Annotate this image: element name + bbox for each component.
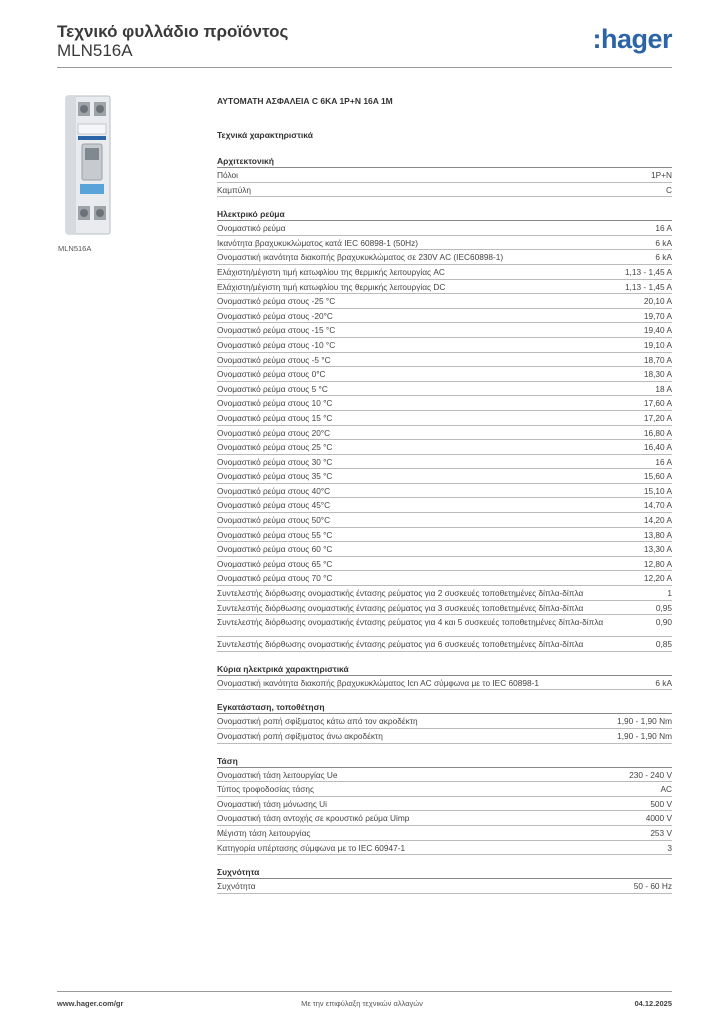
spec-value: 6 kA xyxy=(655,677,672,688)
spec-value: 13,30 A xyxy=(643,544,672,555)
spec-value: 1 xyxy=(667,588,672,599)
spec-label: Ονομαστικό ρεύμα στους 30 °C xyxy=(217,456,333,467)
spec-row xyxy=(217,586,672,601)
spec-value: 20,10 A xyxy=(643,296,672,307)
spec-label: Ονομαστικό ρεύμα στους 20°C xyxy=(217,427,331,438)
spec-value: 50 - 60 Hz xyxy=(633,881,672,892)
spec-row xyxy=(217,338,672,353)
spec-row xyxy=(217,411,672,426)
spec-label: Καμπύλη xyxy=(217,184,252,195)
product-image xyxy=(58,92,204,238)
spec-value: AC xyxy=(660,784,672,795)
section-heading: Τάση xyxy=(217,754,672,768)
spec-label: Ονομαστική ροπή σφίξιματος άνω ακροδέκτη xyxy=(217,731,383,741)
spec-row xyxy=(217,396,672,411)
spec-value: 500 V xyxy=(650,798,672,809)
spec-value: 14,20 A xyxy=(643,515,672,526)
spec-label: Ονομαστική ικανότητα διακοπής βραχυκυκλώματος σε 230V AC (IEC60898-1) xyxy=(217,252,504,263)
spec-label: Συχνότητα xyxy=(217,881,256,892)
spec-label: Ονομαστικό ρεύμα στους -5 °C xyxy=(217,354,331,365)
spec-row xyxy=(217,826,672,841)
spec-label: Τύπος τροφοδοσίας τάσης xyxy=(217,784,315,795)
spec-label: Ονομαστικό ρεύμα στους -10 °C xyxy=(217,339,336,350)
spec-label: Ονομαστική τάση αντοχής σε κρουστικό ρεύμα Uimp xyxy=(217,813,410,824)
spec-row xyxy=(217,353,672,368)
spec-value: 12,80 A xyxy=(643,558,672,569)
spec-value: 15,10 A xyxy=(643,485,672,496)
footer-notice: Με την επιφύλαξη τεχνικών αλλαγών xyxy=(301,999,423,1008)
spec-value: 14,70 A xyxy=(643,500,672,511)
spec-sheet xyxy=(217,96,672,894)
spec-label: Ονομαστικό ρεύμα στους 45°C xyxy=(217,500,331,511)
spec-label: Ονομαστικό ρεύμα στους 65 °C xyxy=(217,558,333,569)
spec-label: Συντελεστής διόρθωσης ονομαστικής έντασης ρεύματος για 6 συσκευές τοποθετημένες δίπλα-δίπλα xyxy=(217,639,584,650)
spec-label: Ονομαστική ικανότητα διακοπής βραχυκυκλώματος Icn AC σύμφωνα με το IEC 60898-1 xyxy=(217,677,539,688)
spec-row xyxy=(217,183,672,198)
spec-value: 18,30 A xyxy=(643,369,672,380)
spec-value: 16,80 A xyxy=(643,427,672,438)
spec-value: 16,40 A xyxy=(643,442,672,453)
spec-label: Ονομαστικό ρεύμα στους 25 °C xyxy=(217,442,333,453)
spec-label: Ονομαστικό ρεύμα στους -15 °C xyxy=(217,325,336,336)
spec-label: Ονομαστικό ρεύμα στους 55 °C xyxy=(217,529,333,540)
spec-label: Ονομαστικό ρεύμα στους 40°C xyxy=(217,485,331,496)
spec-row xyxy=(217,168,672,183)
spec-row xyxy=(217,309,672,324)
spec-value: 6 kA xyxy=(655,237,672,248)
spec-row xyxy=(217,440,672,455)
spec-row xyxy=(217,557,672,572)
spec-row xyxy=(217,382,672,397)
spec-label: Συντελεστής διόρθωσης ονομαστικής έντασης ρεύματος για 3 συσκευές τοποθετημένες δίπλα-δίπλα xyxy=(217,602,584,613)
spec-value: 253 V xyxy=(650,827,672,838)
section-heading: Αρχιτεκτονική xyxy=(217,154,672,168)
spec-label: Ονομαστικό ρεύμα στους -20°C xyxy=(217,310,333,321)
footer-date: 04.12.2025 xyxy=(634,999,672,1008)
section-heading: Κύρια ηλεκτρικά χαρακτηριστικά xyxy=(217,662,672,676)
section-heading: Εγκατάσταση, τοποθέτηση xyxy=(217,700,672,714)
spec-row xyxy=(217,455,672,470)
technical-characteristics-title: Τεχνικά χαρακτηριστικά xyxy=(217,130,313,140)
spec-row xyxy=(217,294,672,309)
spec-value: 1,13 - 1,45 A xyxy=(624,266,672,277)
spec-label: Κατηγορία υπέρτασης σύμφωνα με το IEC 60947-1 xyxy=(217,842,406,853)
spec-label: Ονομαστικό ρεύμα στους 0°C xyxy=(217,369,326,380)
spec-label: Ελάχιστη/μέγιστη τιμή κατωφλίου της θερμικής λειτουργίας DC xyxy=(217,281,446,292)
hager-logo: :hager xyxy=(592,24,672,54)
spec-value: 16 A xyxy=(655,223,672,234)
spec-row xyxy=(217,768,672,783)
spec-row xyxy=(217,513,672,528)
product-name: ΑΥΤΟΜΑΤΗ ΑΣΦΑΛΕΙΑ C 6KA 1P+N 16A 1M xyxy=(217,96,393,106)
spec-value: 6 kA xyxy=(655,252,672,263)
footer-divider xyxy=(57,991,672,992)
spec-value: 1P+N xyxy=(651,170,672,180)
spec-value: 17,20 A xyxy=(643,412,672,423)
spec-label: Ονομαστικό ρεύμα στους 35 °C xyxy=(217,471,333,482)
spec-value: 15,60 A xyxy=(643,471,672,482)
spec-value: 4000 V xyxy=(645,813,672,824)
spec-label: Ονομαστικό ρεύμα στους 10 °C xyxy=(217,398,333,409)
header-divider xyxy=(57,67,672,68)
spec-label: Ονομαστικό ρεύμα στους 60 °C xyxy=(217,544,333,555)
spec-row xyxy=(217,782,672,797)
spec-value: 18 A xyxy=(655,383,672,394)
spec-label: Ονομαστικό ρεύμα xyxy=(217,223,286,234)
spec-row xyxy=(217,367,672,382)
spec-label: Ονομαστική τάση μόνωσης Ui xyxy=(217,798,327,809)
spec-value: 19,10 A xyxy=(643,339,672,350)
document-header xyxy=(57,22,288,61)
spec-row xyxy=(217,498,672,513)
spec-row xyxy=(217,601,672,616)
spec-label: Πόλοι xyxy=(217,170,238,180)
spec-row xyxy=(217,571,672,586)
spec-row xyxy=(217,280,672,295)
spec-value: 1,90 - 1,90 Nm xyxy=(617,716,672,727)
spec-row xyxy=(217,841,672,856)
image-caption: MLN516A xyxy=(58,244,92,253)
spec-row xyxy=(217,469,672,484)
spec-label: Ονομαστικό ρεύμα στους 5 °C xyxy=(217,383,328,394)
spec-value: 13,80 A xyxy=(643,529,672,540)
spec-value: 0,90 xyxy=(655,617,672,628)
spec-row xyxy=(217,323,672,338)
footer-website[interactable]: www.hager.com/gr xyxy=(57,999,124,1008)
spec-label: Ονομαστική ροπή σφίξιματος κάτω από τον ακροδέκτη xyxy=(217,716,418,727)
spec-row xyxy=(217,714,672,729)
section-heading: Συχνότητα xyxy=(217,865,672,879)
section-heading: Ηλεκτρικό ρεύμα xyxy=(217,207,672,221)
spec-row xyxy=(217,542,672,557)
spec-row xyxy=(217,265,672,280)
spec-value: 3 xyxy=(667,842,672,853)
spec-row xyxy=(217,811,672,826)
spec-value: C xyxy=(666,184,672,195)
spec-label: Ονομαστικό ρεύμα στους 15 °C xyxy=(217,412,333,423)
spec-value: 1,13 - 1,45 A xyxy=(624,281,672,292)
spec-row xyxy=(217,637,672,652)
spec-row xyxy=(217,528,672,543)
spec-value: 18,70 A xyxy=(643,354,672,365)
spec-value: 19,70 A xyxy=(643,310,672,321)
spec-row xyxy=(217,615,672,637)
spec-label: Συντελεστής διόρθωσης ονομαστικής έντασης ρεύματος για 2 συσκευές τοποθετημένες δίπλα-δίπλα xyxy=(217,588,584,599)
spec-label: Ονομαστικό ρεύμα στους 50°C xyxy=(217,515,331,526)
spec-label: Συντελεστής διόρθωσης ονομαστικής έντασης ρεύματος για 4 και 5 συσκευές τοποθετημένες δίπλα-δίπλα xyxy=(217,617,604,628)
spec-row xyxy=(217,250,672,265)
spec-row xyxy=(217,426,672,441)
spec-label: Ελάχιστη/μέγιστη τιμή κατωφλίου της θερμικής λειτουργίας AC xyxy=(217,266,445,277)
spec-sections xyxy=(217,154,672,894)
spec-row xyxy=(217,484,672,499)
spec-row xyxy=(217,676,672,691)
spec-row xyxy=(217,879,672,894)
spec-value: 19,40 A xyxy=(643,325,672,336)
spec-label: Ονομαστικό ρεύμα στους 70 °C xyxy=(217,573,333,584)
spec-label: Ονομαστική τάση λειτουργίας Ue xyxy=(217,769,338,780)
spec-row xyxy=(217,221,672,236)
spec-value: 16 A xyxy=(655,456,672,467)
document-title: Τεχνικό φυλλάδιο προϊόντος xyxy=(57,22,289,41)
spec-value: 17,60 A xyxy=(643,398,672,409)
spec-label: Ικανότητα βραχυκυκλώματος κατά IEC 60898-1 (50Hz) xyxy=(217,237,419,248)
spec-value: 1,90 - 1,90 Nm xyxy=(617,731,672,741)
spec-value: 0,85 xyxy=(655,639,672,650)
spec-label: Μέγιστη τάση λειτουργίας xyxy=(217,827,311,838)
spec-value: 12,20 A xyxy=(643,573,672,584)
product-code: MLN516A xyxy=(57,41,133,60)
spec-row xyxy=(217,797,672,812)
spec-value: 0,95 xyxy=(655,602,672,613)
spec-value: 230 - 240 V xyxy=(629,769,672,780)
spec-row xyxy=(217,729,672,744)
spec-label: Ονομαστικό ρεύμα στους -25 °C xyxy=(217,296,336,307)
spec-row xyxy=(217,236,672,251)
